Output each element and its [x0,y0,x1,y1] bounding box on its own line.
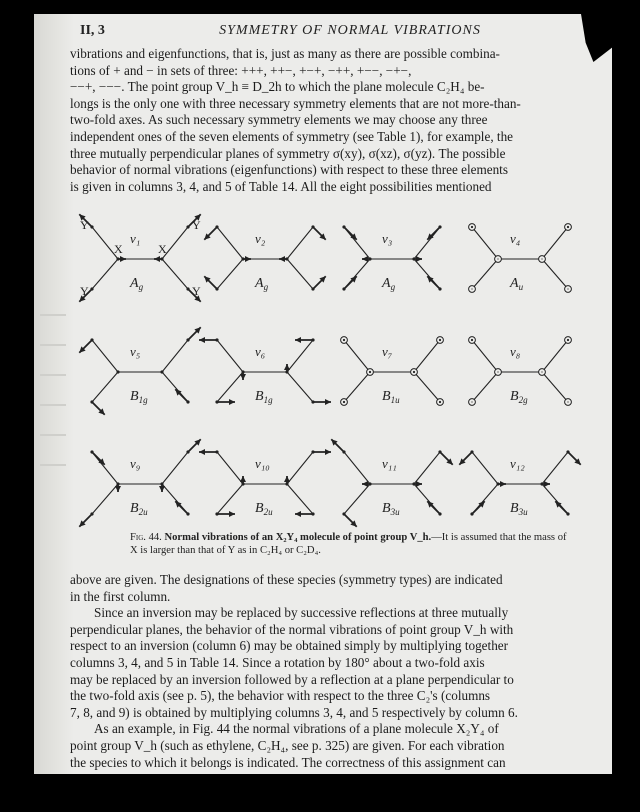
bond-line [287,372,313,402]
bond-line [344,452,370,484]
text-line: the two-fold axis (see p. 5), the behavior with respect to the three C₂'s (columns [70,688,491,704]
out-of-plane-mark [439,401,441,403]
bond-line [472,452,498,484]
text-line: tions of + and − in sets of three: +++, ++−, +−+, −++, +−−, −+−, [70,62,412,78]
text-line: in the first column. [70,588,171,604]
species-label: $A_g$ [382,276,396,292]
arrow-head [284,476,290,482]
running-title: SYMMETRY OF NORMAL VIBRATIONS [219,23,481,38]
species-label: $B_{3u}$ [510,501,528,517]
vibration-panel [469,224,572,293]
species-label: $B_{1g}$ [255,389,273,405]
arrow-head [240,476,246,482]
bond-line [472,227,498,259]
arrow-head [154,256,160,262]
arrow-head [115,486,121,492]
bond-line [217,452,243,484]
out-of-plane-mark [343,401,345,403]
bond-line [217,340,243,372]
paragraph [70,572,594,605]
bond-line [287,340,313,372]
species-label: $B_{1u}$ [382,389,400,405]
out-of-plane-mark [541,258,542,259]
top-paragraph [70,46,594,195]
arrow-head [279,256,285,262]
out-of-plane-mark [567,339,569,341]
out-of-plane-mark [567,288,568,289]
species-label: $B_{2u}$ [130,501,148,517]
out-of-plane-mark [471,339,473,341]
text-line: As an example, in Fig. 44 the normal vibrations of a plane molecule X₂Y₄ of [94,721,499,737]
arrow-head [229,399,235,405]
mode-label: ν₁ [130,231,141,246]
vibration-panel [342,225,441,292]
mode-label: ν₃ [382,231,393,246]
arrow-head [284,364,290,370]
text-line: may be replaced by an inversion followed by a reflection at a plane perpendicular to [70,671,514,687]
mode-label: ν₁₂ [510,456,525,471]
arrow-head [295,511,301,517]
arrow-head [325,399,331,405]
arrow-head [416,481,422,487]
atom-label-x: X [114,242,123,256]
out-of-plane-mark [471,288,472,289]
atom [160,370,163,373]
arrow-head [500,481,506,487]
atom-label-x: X [158,242,167,256]
mode-label: ν₅ [130,344,141,359]
arrow-head [159,486,165,492]
bond-line [92,372,118,402]
text-line: longs is the only one with three necessary symmetry elements that are not more-than- [70,95,521,111]
arrow-head [325,449,331,455]
text-line: is given in columns 3, 4, and 5 of Table 14. All the eight possibilities mentioned [70,178,492,194]
bond-line [287,259,313,289]
vibration-panel [79,327,200,414]
vibration-panel [469,337,572,406]
arrow-head [295,337,301,343]
vibration-panel [199,337,331,405]
mode-label: ν₂ [255,231,266,246]
arrow-head [544,481,550,487]
mode-label: ν₉ [130,456,141,471]
text-line: columns 3, 4, and 5 in Table 14. Since a rotation by 180° about a two-fold axis [70,654,485,670]
text-line: point group V_h (such as ethylene, C₂H₄, see p. 325) are given. For each vibration [70,737,505,753]
out-of-plane-mark [541,371,542,372]
bond-line [92,259,118,289]
atom-label-y: Y [192,218,201,232]
species-label: $B_{3u}$ [382,501,400,517]
atom-label-y: Y [80,218,89,232]
atom [116,370,119,373]
bond-line [344,372,370,402]
arrow-head [240,374,246,380]
arrow-head [120,256,126,262]
species-label: $A_u$ [510,276,524,292]
running-header [80,23,600,43]
caption-label: Fig. 44. [130,532,162,543]
atom-label-y: Y [192,284,201,298]
mode-label: ν₁₁ [382,456,397,471]
bond-line [414,340,440,372]
text-line: perpendicular planes, the behavior of the normal vibrations of point group V_h with [70,621,514,637]
vibration-panel [331,439,452,526]
out-of-plane-mark [369,371,371,373]
bond-line [92,484,118,514]
arrow-head [362,481,368,487]
mode-label: ν₆ [255,344,266,359]
vibration-panel [79,439,200,526]
bond-line [217,372,243,402]
vibration-panel [204,225,325,292]
out-of-plane-mark [497,258,498,259]
mode-label: ν₁₀ [255,456,270,471]
text-line: three mutually perpendicular planes of symmetry σ(xy), σ(xz), σ(yz). The possible [70,145,506,161]
bond-line [472,259,498,289]
text-line: 7, 8, and 9) is obtained by multiplying columns 3, 4, and 5 respectively by column 6. [70,704,518,720]
bond-line [217,259,243,289]
arrow-head [362,256,368,262]
out-of-plane-mark [567,401,568,402]
caption-title: Normal vibrations of an X₂Y₄ molecule of point group V_h. [164,532,432,543]
figure-caption [130,531,570,557]
atom-label-y: Y [80,284,89,298]
bond-line [287,227,313,259]
text-line: the species to which it belongs is indicated. The correctness of this assignment can [70,754,506,770]
vibration-panel [199,449,331,517]
text-line: behavior of normal vibrations (eigenfunctions) with respect to these three elements [70,162,508,178]
bond-line [287,452,313,484]
species-label: $B_{2g}$ [510,389,528,405]
text-line: respect to an inversion (column 6) may be obtained simply by multiplying together [70,638,509,654]
bond-line [542,227,568,259]
vibration-panel [79,214,201,301]
arrow-head [416,256,422,262]
bond-line [217,484,243,514]
out-of-plane-mark [439,339,441,341]
arrow-head [245,256,251,262]
out-of-plane-mark [567,226,569,228]
bottom-text [70,572,594,771]
vibration-panel [459,450,580,517]
bond-line [472,340,498,372]
page-gutter [34,14,74,774]
bond-line [414,372,440,402]
species-label: $A_g$ [130,276,144,292]
arrow-head [229,511,235,517]
arrow-head [199,337,205,343]
species-label: $A_g$ [255,276,269,292]
text-line: independent ones of the seven elements of symmetry (see Table 1), for example, the [70,128,514,144]
text-line: above are given. The designations of these species (symmetry types) are indicated [70,572,503,587]
bond-line [542,372,568,402]
bond-line [542,452,568,484]
bond-line [472,372,498,402]
text-line: −−+, −−−. The point group V_h ≡ D_2h to which the plane molecule C₂H₄ be- [70,79,485,95]
bond-line [162,340,188,372]
out-of-plane-mark [343,339,345,341]
bond-line [162,452,188,484]
paragraph [70,605,594,721]
bond-line [287,484,313,514]
bond-line [344,340,370,372]
figure-44-normal-vibrations [70,192,594,528]
bond-line [542,340,568,372]
bond-line [414,452,440,484]
text-line: two-fold axes. As such necessary symmetry elements we may choose any three [70,112,488,128]
caption-text: —It is assumed that the mass of X is larger than that of Y as in C₂H₄ or C₂D₄. [130,532,567,556]
species-label: $B_{1g}$ [130,389,148,405]
arrow-head [199,449,205,455]
vibration-panel [341,337,444,406]
paragraph [70,721,594,771]
book-page [34,14,612,774]
bond-line [92,340,118,372]
species-label: $B_{2u}$ [255,501,273,517]
bond-line [162,259,188,289]
bond-line [217,227,243,259]
mode-label: ν₈ [510,344,521,359]
out-of-plane-mark [471,226,473,228]
section-number: II, 3 [80,23,105,38]
bond-line [542,259,568,289]
out-of-plane-mark [471,401,472,402]
out-of-plane-mark [413,371,415,373]
mode-label: ν₄ [510,231,521,246]
mode-label: ν₇ [382,344,393,359]
bond-line [344,484,370,514]
text-line: vibrations and eigenfunctions, that is, just as many as there are possible combina- [70,46,500,61]
out-of-plane-mark [497,371,498,372]
text-line: Since an inversion may be replaced by successive reflections at three mutually [94,605,509,621]
